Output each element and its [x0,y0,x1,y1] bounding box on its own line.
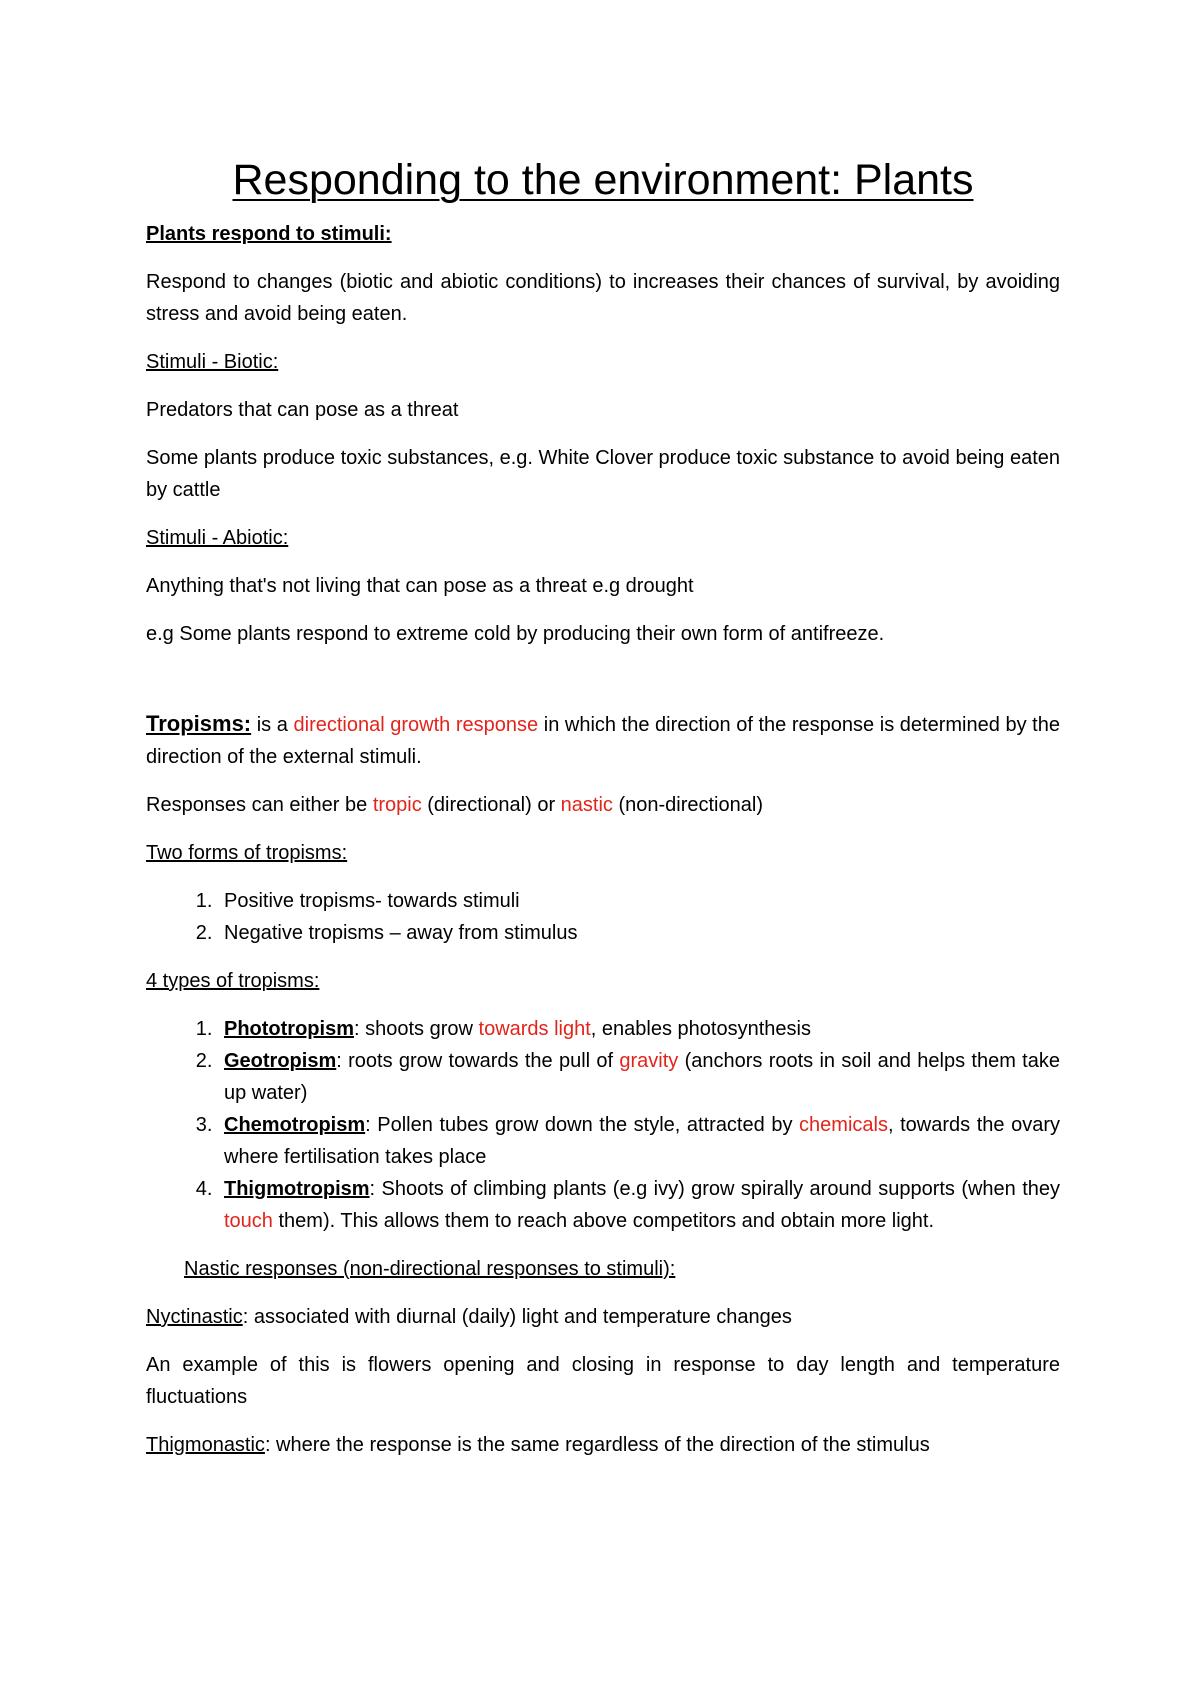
term: Chemotropism [224,1114,366,1136]
biotic-line-2: Some plants produce toxic substances, e.g. White Clover produce toxic substance to avoid being eaten by cattle [146,447,1060,501]
example-paragraph: An example of this is flowers opening and closing in response to day length and temperature fluctuations [146,1354,1060,1408]
list-item: 2. Negative tropisms – away from stimulus [218,917,1060,949]
nastic-highlight: nastic [560,794,613,816]
two-forms-list [146,885,1060,949]
abiotic-heading-text: Stimuli - Abiotic: [146,527,289,549]
biotic-heading [146,346,1060,378]
item-highlight: chemicals [799,1114,888,1136]
list-item-chemotropism [218,1109,1060,1173]
biotic-heading-text: Stimuli - Biotic: [146,351,279,373]
tropisms-term: Tropisms: [146,711,252,736]
thigmonastic-text: : where the response is the same regardless of the direction of the stimulus [264,1434,930,1456]
term: Thigmotropism [224,1178,370,1200]
item-text: : shoots grow [354,1018,479,1040]
tropisms-def-part1: is a [251,714,294,736]
abiotic-line-1: Anything that's not living that can pose as a threat e.g drought [146,575,694,597]
abiotic-heading [146,522,1060,554]
item-text: : roots grow towards the pull of [336,1050,620,1072]
responses-part2: (directional) or [421,794,561,816]
intro-paragraph: Respond to changes (biotic and abiotic conditions) to increases their chances of survival, by avoiding stress and avoid being eaten. [146,271,1060,325]
section-heading-stimuli [146,218,1060,250]
list-item-geotropism [218,1045,1060,1109]
tropisms-def-highlight: directional growth response [293,714,539,736]
item-text: them). This allows them to reach above competitors and obtain more light. [272,1210,935,1232]
list-item-phototropism [218,1013,1060,1045]
term: Phototropism [224,1018,354,1040]
section-spacer [146,666,1060,708]
nastic-heading [146,1253,1060,1285]
abiotic-line-2: e.g Some plants respond to extreme cold by producing their own form of antifreeze. [146,623,885,645]
item-highlight: towards light [478,1018,591,1040]
four-types-heading-text: 4 types of tropisms: [146,970,320,992]
two-forms-heading-text: Two forms of tropisms: [146,842,348,864]
tropisms-def-part2: in which the direction of the response is determined by the direction of the external stimuli. [146,714,1060,768]
biotic-line-1: Predators that can pose as a threat [146,399,459,421]
thigmonastic-term: Thigmonastic [146,1434,265,1456]
item-highlight: gravity [619,1050,679,1072]
tropisms-definition [146,708,1060,773]
nastic-heading-text: Nastic responses (non-directional responses to stimuli): [184,1258,676,1280]
item-text: : Shoots of climbing plants (e.g ivy) grow spirally around supports (when they [369,1178,1060,1200]
four-types-list [146,1013,1060,1237]
nyctinastic-text: : associated with diurnal (daily) light and temperature changes [242,1306,792,1328]
item-highlight: touch [224,1210,273,1232]
item-text: , towards the ovary where fertilisation takes place [224,1114,1060,1168]
four-types-heading [146,965,1060,997]
responses-line [146,789,1060,821]
heading-text: Plants respond to stimuli: [146,223,392,245]
item-text: (anchors roots in soil and helps them take up water) [224,1050,1060,1104]
tropic-highlight: tropic [372,794,422,816]
list-item: 1. Positive tropisms- towards stimuli [218,885,1060,917]
page-title: Responding to the environment: Plants [232,156,974,204]
two-forms-heading [146,837,1060,869]
term: Geotropism [224,1050,337,1072]
nyctinastic-line [146,1301,1060,1333]
list-item-thigmotropism [218,1173,1060,1237]
item-text: , enables photosynthesis [590,1018,811,1040]
responses-part1: Responses can either be [146,794,373,816]
item-text: : Pollen tubes grow down the style, attracted by [365,1114,800,1136]
nyctinastic-term: Nyctinastic [146,1306,243,1328]
responses-part3: (non-directional) [612,794,763,816]
thigmonastic-line [146,1429,1060,1461]
document-content [146,150,1060,1477]
